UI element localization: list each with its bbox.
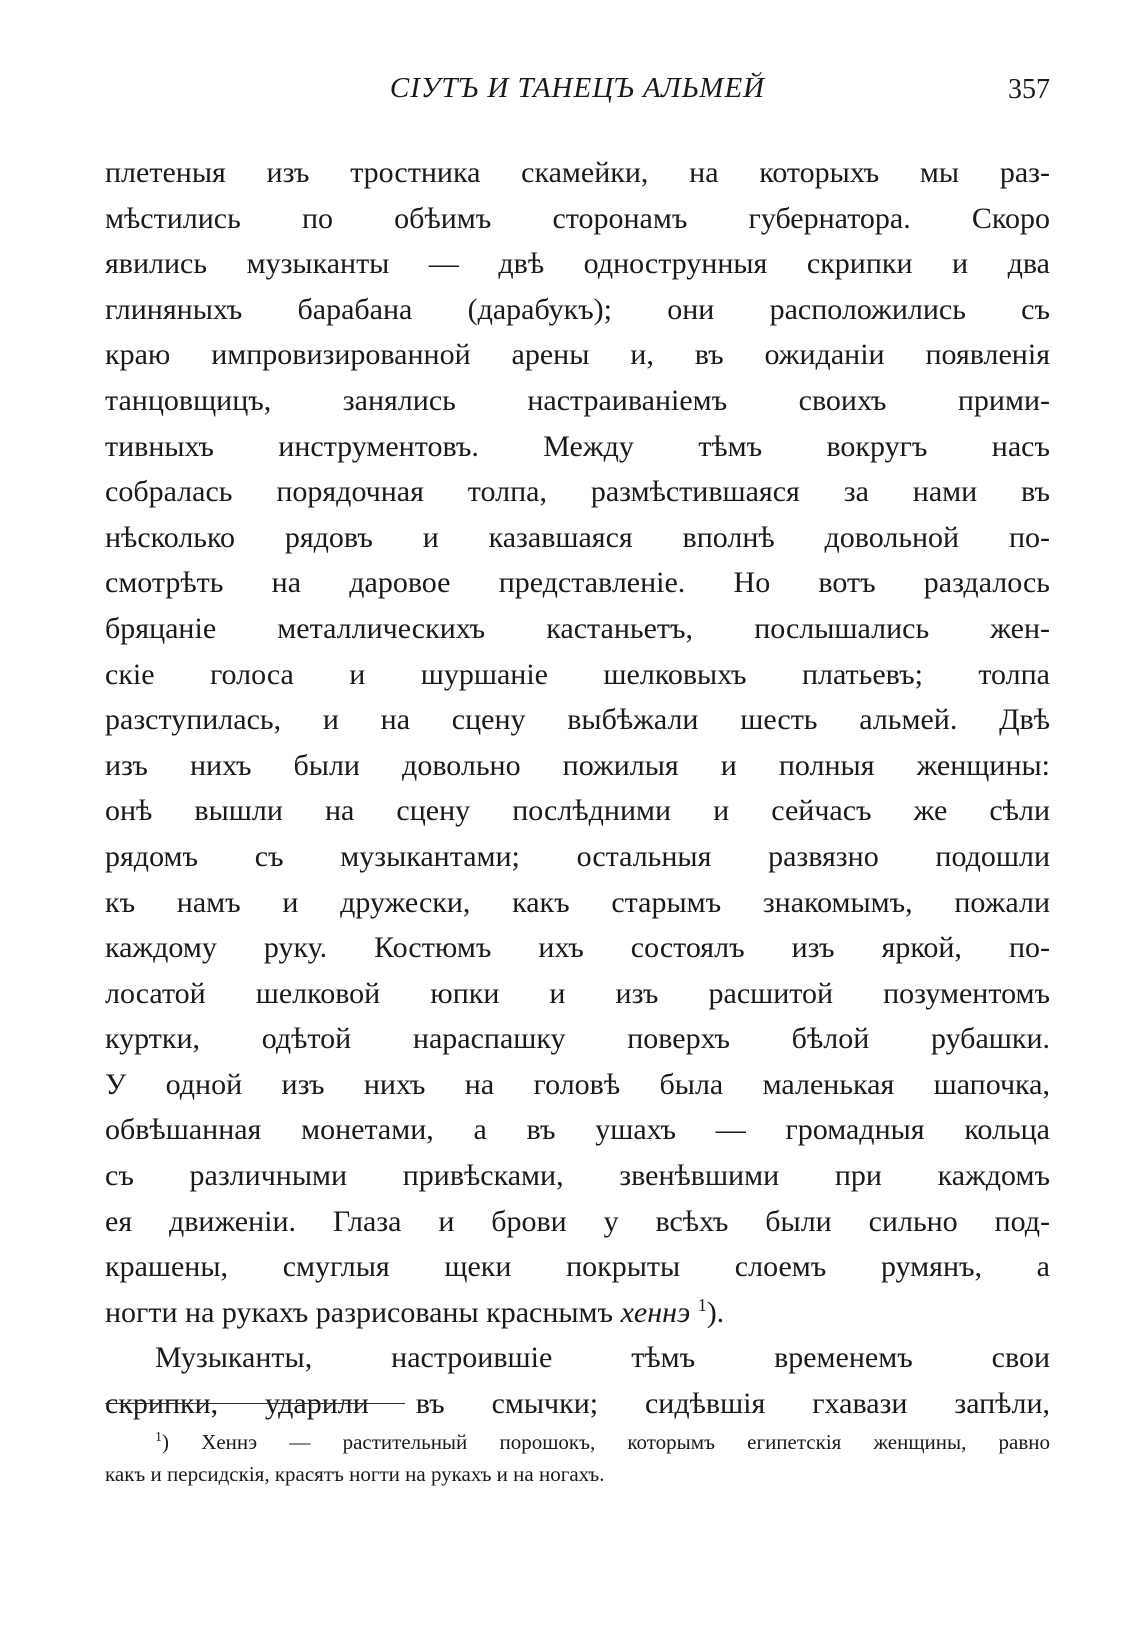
text-line: рядомъ съ музыкантами; остальныя развязно подошли <box>105 839 1050 873</box>
paragraph-2 <box>105 1335 1050 1426</box>
text-line: собралась порядочная толпа, размѣстившаяся за нами въ <box>105 475 1050 509</box>
text-line: куртки, одѣтой нараспашку поверхъ бѣлой рубашки. <box>105 1022 1050 1056</box>
text-line: изъ нихъ были довольно пожилыя и полныя женщины: <box>105 748 1050 782</box>
page-number: 357 <box>1008 74 1050 105</box>
text-line: скрипки, ударили въ смычки; сидѣвшія гхавази запѣли, <box>105 1387 1050 1421</box>
text-line: къ намъ и дружески, какъ старымъ знакомымъ, пожали <box>105 885 1050 919</box>
paragraph-1 <box>105 150 1050 1335</box>
running-title: СІУТЪ И ТАНЕЦЪ АЛЬМЕЙ <box>389 72 766 104</box>
text-line: съ различными привѣсками, звенѣвшими при каждомъ <box>105 1159 1050 1193</box>
text-line: танцовщицъ, занялись настраиваніемъ своихъ прими- <box>105 383 1050 417</box>
text-segment: ногти на рукахъ разрисованы краснымъ <box>105 1295 614 1329</box>
text-line: Музыканты, настроившіе тѣмъ временемъ свои <box>155 1341 1050 1375</box>
body-text <box>105 150 1050 1427</box>
text-line: лосатой шелковой юпки и изъ расшитой позументомъ <box>105 976 1050 1010</box>
text-line: обвѣшанная монетами, а въ ушахъ — громадныя кольца <box>105 1113 1050 1147</box>
footnote-reference[interactable]: 1 <box>697 1294 707 1315</box>
italic-term: хеннэ <box>620 1295 691 1329</box>
text-line: ея движеніи. Глаза и брови у всѣхъ были сильно под- <box>105 1204 1050 1238</box>
footnote <box>105 1426 1050 1490</box>
text-line: нѣсколько рядовъ и казавшаяся вполнѣ довольной по- <box>105 520 1050 554</box>
footnote-line: какъ и персидскія, красятъ ногти на рукахъ и на ногахъ. <box>105 1462 605 1486</box>
text-line: явились музыканты — двѣ однострунныя скрипки и два <box>105 247 1050 281</box>
text-segment: ). <box>706 1295 725 1329</box>
text-line: краю импровизированной арены и, въ ожиданіи появленія <box>105 338 1050 372</box>
text-line: глиняныхъ барабана (дарабукъ); они расположились съ <box>105 292 1050 326</box>
text-line: тивныхъ инструментовъ. Между тѣмъ вокругъ насъ <box>105 429 1050 463</box>
footnote-marker: 1 <box>155 1430 162 1445</box>
text-line: мѣстились по обѣимъ сторонамъ губернатора. Скоро <box>105 201 1050 235</box>
text-line: крашены, смуглыя щеки покрыты слоемъ румянъ, а <box>105 1250 1050 1284</box>
text-line: смотрѣть на даровое представленіе. Но вотъ раздалось <box>105 566 1050 600</box>
text-line: каждому руку. Костюмъ ихъ состоялъ изъ яркой, по- <box>105 931 1050 965</box>
footnote-text: ) Хеннэ — растительный порошокъ, которымъ египетскія женщины, равно <box>162 1430 1050 1454</box>
text-line: скіе голоса и шуршаніе шелковыхъ платьевъ; толпа <box>105 657 1050 691</box>
running-head <box>105 72 1050 122</box>
footnote-divider <box>105 1403 405 1404</box>
text-line: бряцаніе металлическихъ кастаньетъ, послышались жен- <box>105 611 1050 645</box>
text-line-last <box>105 1290 1050 1336</box>
text-line: онѣ вышли на сцену послѣдними и сейчасъ же сѣли <box>105 794 1050 828</box>
text-line: разступилась, и на сцену выбѣжали шесть альмей. Двѣ <box>105 703 1050 737</box>
footnote-line <box>105 1426 1050 1458</box>
text-line: У одной изъ нихъ на головѣ была маленькая шапочка, <box>105 1067 1050 1101</box>
text-line: плетеныя изъ тростника скамейки, на которыхъ мы раз- <box>105 156 1050 189</box>
